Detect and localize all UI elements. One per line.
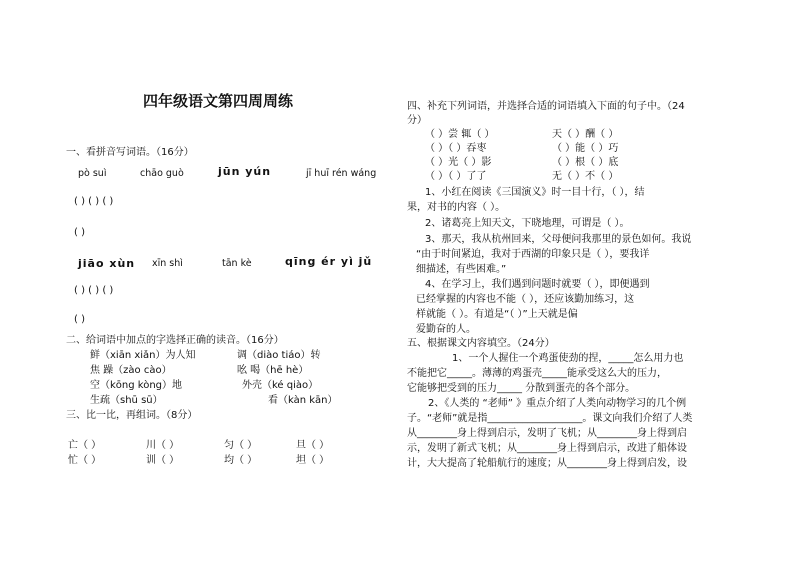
- compare-item[interactable]: 均（ ）: [224, 455, 258, 466]
- idiom-fill[interactable]: （ ）能（ ）巧: [552, 143, 619, 154]
- section-4-heading-cont: 分）: [407, 115, 427, 126]
- pinyin-7: tān kè: [222, 258, 252, 269]
- idiom-fill[interactable]: （ ）尝 辄（ ）: [425, 129, 495, 140]
- idiom-fill[interactable]: （ ）（ ）了了: [425, 171, 487, 182]
- reading-item-7[interactable]: 生疏（shū sū）: [90, 395, 163, 406]
- idiom-fill[interactable]: （ ）根（ ）底: [552, 157, 619, 168]
- question-3: 3、那天，我从杭州回来，父母便问我那里的景色如何。我说: [425, 234, 692, 245]
- section-4-heading: 四、补充下列词语，并选择合适的词语填入下面的句子中。（24: [407, 101, 685, 112]
- question-3-cont: “由于时间紧迫，我对于西湖的印象只是（ ），要我详: [416, 249, 650, 260]
- idiom-fill[interactable]: 无（ ）不（ ）: [552, 171, 619, 182]
- reading-item-1[interactable]: 鲜（xiān xiǎn）为人知: [90, 350, 196, 361]
- passage-2-cont4: 计，大大提高了轮船航行的速度；从________身上得到启发，设: [407, 458, 687, 469]
- section-5-heading: 五、根据课文内容填空。（24分）: [407, 338, 555, 349]
- reading-item-3[interactable]: 焦 躁（zào cào）: [90, 365, 172, 376]
- question-2: 2、诸葛亮上知天文，下晓地理，可谓是（ ）。: [425, 218, 630, 229]
- question-1: 1、小红在阅读《三国演义》时一目十行，（ ），结: [425, 187, 645, 198]
- answer-boxes-row2[interactable]: ( ) ( ) ( ): [74, 285, 114, 296]
- reading-item-5[interactable]: 空（kōng kòng）地: [90, 380, 183, 391]
- compare-item[interactable]: 忙（ ）: [68, 455, 102, 466]
- passage-1-cont2: 它能够把受到的压力_____ 分散到蛋壳的各个部分。: [407, 383, 636, 394]
- section-3-heading: 三、比一比，再组词。（8分）: [66, 410, 198, 421]
- passage-2-cont3: 示，发明了新式飞机；从________身上得到启示，改进了船体设: [407, 443, 687, 454]
- idiom-fill[interactable]: （ ）光（ ）影: [425, 157, 492, 168]
- idiom-fill[interactable]: 天（ ）酬（ ）: [552, 129, 619, 140]
- question-3-cont2: 细描述，有些困难。”: [416, 264, 507, 275]
- pinyin-5: jiāo xùn: [78, 257, 136, 270]
- passage-1: 1、一个人握住一个鸡蛋使劲的捏，_____怎么用力也: [452, 353, 684, 364]
- pinyin-2: chāo guò: [140, 168, 184, 179]
- compare-item[interactable]: 坦（ ）: [296, 455, 330, 466]
- question-4-cont3: 爱勤奋的人。: [416, 324, 476, 335]
- answer-boxes-row1[interactable]: ( ) ( ) ( ): [74, 196, 114, 207]
- compare-item[interactable]: 旦（ ）: [296, 440, 330, 451]
- section-1-heading: 一、看拼音写词语。（16分）: [66, 147, 194, 158]
- passage-1-cont: 不能把它_____。薄薄的鸡蛋壳_____能承受这么大的压力，: [407, 368, 667, 379]
- pinyin-1: pò suì: [78, 168, 107, 179]
- compare-item[interactable]: 训（ ）: [146, 455, 180, 466]
- pinyin-6: xīn shì: [152, 258, 183, 269]
- question-4-cont: 已经掌握的内容也不能（ ），还应该勤加练习，这: [416, 294, 635, 305]
- question-4-cont2: 样就能（ ）。有道是“（ ）”上天就是偏: [416, 309, 578, 320]
- pinyin-4: jī huī rén wáng: [306, 168, 377, 179]
- reading-item-2[interactable]: 调（diào tiáo）转: [237, 350, 321, 361]
- reading-item-8[interactable]: 看（kàn kān）: [268, 395, 338, 406]
- pinyin-8: qīng ér yì jǔ: [285, 255, 373, 268]
- passage-2-cont: 子。“老师”就是指___________________。课文向我们介绍了人类: [407, 413, 693, 424]
- compare-item[interactable]: 川（ ）: [146, 440, 180, 451]
- passage-2: 2、《人类的 “老师” 》重点介绍了人类向动物学习的几个例: [428, 398, 687, 409]
- page-title: 四年级语文第四周周练: [143, 92, 294, 110]
- compare-item[interactable]: 匀（ ）: [224, 440, 258, 451]
- answer-box-row1b[interactable]: ( ): [74, 227, 85, 238]
- passage-2-cont2: 从________身上得到启示，发明了飞机；从________身上得到启: [407, 428, 687, 439]
- question-1-cont: 果，对书的内容（ ）。: [407, 202, 506, 213]
- section-2-heading: 二、给词语中加点的字选择正确的读音。（16分）: [66, 335, 284, 346]
- question-4: 4、在学习上，我们遇到问题时就要（ ），即便遇到: [425, 279, 650, 290]
- reading-item-6[interactable]: 外壳（ké qiào）: [242, 380, 319, 391]
- compare-item[interactable]: 亡（ ）: [68, 440, 102, 451]
- idiom-fill[interactable]: （ ）（ ）吞枣: [425, 143, 487, 154]
- reading-item-4[interactable]: 吆 喝（hē hè）: [237, 365, 309, 376]
- answer-box-row2b[interactable]: ( ): [74, 314, 85, 325]
- pinyin-3: jūn yún: [218, 165, 272, 178]
